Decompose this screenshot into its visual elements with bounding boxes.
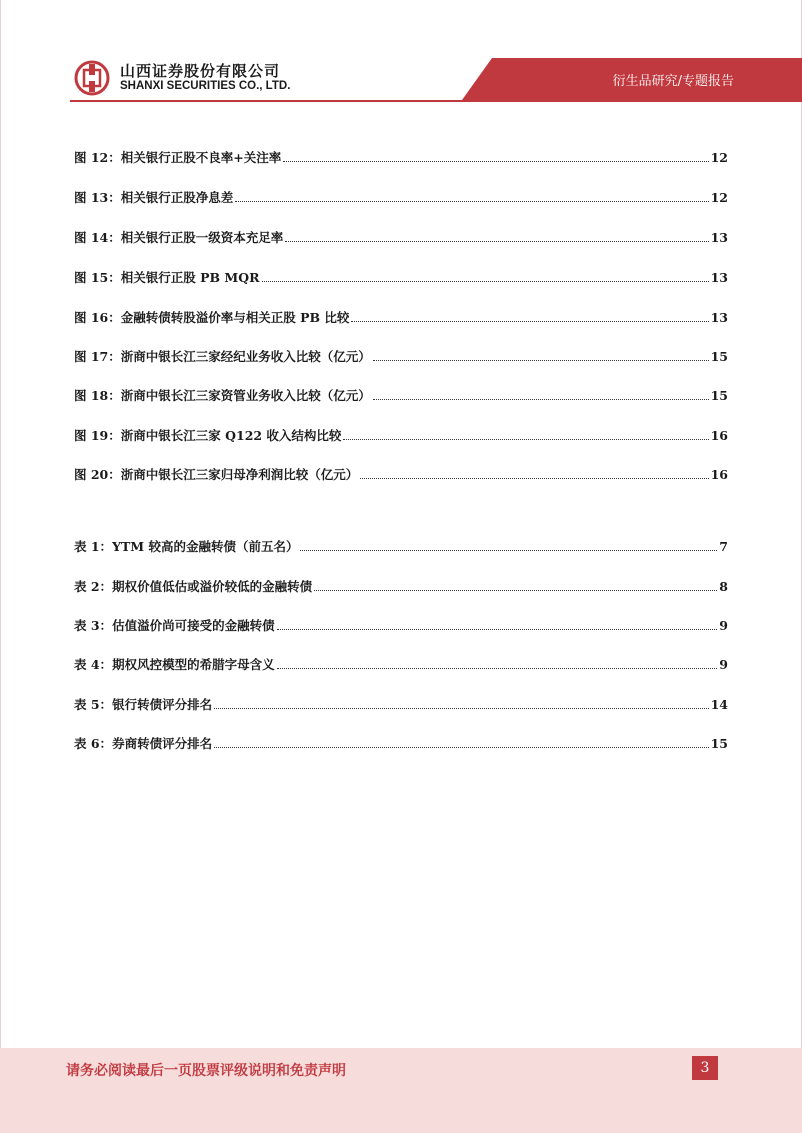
figure-label: 图 17：: [74, 349, 121, 364]
table-page-number: 14: [710, 697, 728, 712]
dot-leader: [373, 359, 709, 361]
figure-title: 浙商中银长江三家 Q122 收入结构比较: [120, 428, 342, 443]
dot-leader: [214, 746, 709, 748]
table-title: 期权价值低估或溢价较低的金融转债: [112, 579, 313, 594]
header-divider: [70, 100, 802, 102]
figure-title: 相关银行正股净息差: [120, 190, 234, 205]
dot-leader: [283, 160, 708, 162]
figure-entry[interactable]: [74, 308, 728, 326]
table-title: YTM 较高的金融转债（前五名）: [112, 539, 299, 554]
figure-label: 图 12：: [74, 150, 121, 165]
table-label: 表 3：: [74, 618, 113, 633]
figure-title: 相关银行正股不良率+关注率: [120, 150, 282, 165]
dot-leader: [285, 240, 708, 242]
figure-page-number: 16: [710, 467, 728, 482]
figure-entry[interactable]: [74, 148, 728, 166]
dot-leader: [373, 398, 709, 400]
figure-title: 浙商中银长江三家资管业务收入比较（亿元）: [120, 388, 371, 403]
table-label: 表 6：: [74, 736, 113, 751]
dot-leader: [262, 280, 709, 282]
figure-label: 图 20：: [74, 467, 121, 482]
figure-page-number: 15: [710, 349, 728, 364]
figure-page-number: 13: [710, 230, 728, 245]
dot-leader: [360, 477, 708, 479]
dot-leader: [277, 667, 718, 669]
table-label: 表 4：: [74, 657, 113, 672]
table-label: 表 2：: [74, 579, 113, 594]
table-page-number: 8: [719, 579, 728, 594]
dot-leader: [235, 200, 708, 202]
figure-entry[interactable]: [74, 465, 728, 483]
figure-label: 图 15：: [74, 270, 121, 285]
table-entry[interactable]: [74, 616, 728, 634]
figure-entry[interactable]: [74, 347, 728, 365]
figure-page-number: 15: [710, 388, 728, 403]
figure-label: 图 13：: [74, 190, 121, 205]
company-name-english: SHANXI SECURITIES CO., LTD.: [120, 80, 291, 92]
table-page-number: 15: [710, 736, 728, 751]
figure-label: 图 18：: [74, 388, 121, 403]
dot-leader: [343, 438, 708, 440]
dot-leader: [300, 549, 717, 551]
figure-entry[interactable]: [74, 386, 728, 404]
table-entry[interactable]: [74, 695, 728, 713]
figure-page-number: 12: [710, 190, 728, 205]
figure-label: 图 14：: [74, 230, 121, 245]
table-title: 期权风控模型的希腊字母含义: [112, 657, 275, 672]
table-page-number: 9: [719, 657, 728, 672]
table-page-number: 9: [719, 618, 728, 633]
company-name-chinese: 山西证券股份有限公司: [120, 62, 281, 80]
left-page-edge: [0, 0, 1, 1133]
figure-label: 图 16：: [74, 310, 121, 325]
figure-entry[interactable]: [74, 188, 728, 206]
figure-title: 浙商中银长江三家经纪业务收入比较（亿元）: [120, 349, 371, 364]
dot-leader: [351, 320, 708, 322]
figure-entry[interactable]: [74, 268, 728, 286]
figure-title: 金融转债转股溢价率与相关正股 PB 比较: [120, 310, 350, 325]
table-page-number: 7: [719, 539, 728, 554]
dot-leader: [277, 628, 718, 630]
table-title: 估值溢价尚可接受的金融转债: [112, 618, 275, 633]
figure-page-number: 16: [710, 428, 728, 443]
table-title: 银行转债评分排名: [112, 697, 213, 712]
page-header: [0, 0, 802, 104]
figure-title: 相关银行正股一级资本充足率: [120, 230, 284, 245]
figure-entry[interactable]: [74, 426, 728, 444]
table-entry[interactable]: [74, 655, 728, 673]
table-label: 表 5：: [74, 697, 113, 712]
figure-label: 图 19：: [74, 428, 121, 443]
table-entry[interactable]: [74, 577, 728, 595]
figure-page-number: 12: [710, 150, 728, 165]
table-label: 表 1：: [74, 539, 113, 554]
report-type-label: 衍生品研究/专题报告: [612, 74, 734, 89]
figure-title: 浙商中银长江三家归母净利润比较（亿元）: [120, 467, 359, 482]
table-title: 券商转债评分排名: [112, 736, 213, 751]
company-logo-icon: [74, 60, 110, 96]
figure-title: 相关银行正股 PB MQR: [120, 270, 260, 285]
table-entry[interactable]: [74, 734, 728, 752]
page-number-badge: 3: [692, 1056, 718, 1080]
disclaimer-notice: 请务必阅读最后一页股票评级说明和免责声明: [66, 1063, 346, 1079]
table-entry[interactable]: [74, 537, 728, 555]
figure-page-number: 13: [710, 310, 728, 325]
dot-leader: [314, 589, 717, 591]
figure-page-number: 13: [710, 270, 728, 285]
figure-entry[interactable]: [74, 228, 728, 246]
dot-leader: [214, 707, 709, 709]
